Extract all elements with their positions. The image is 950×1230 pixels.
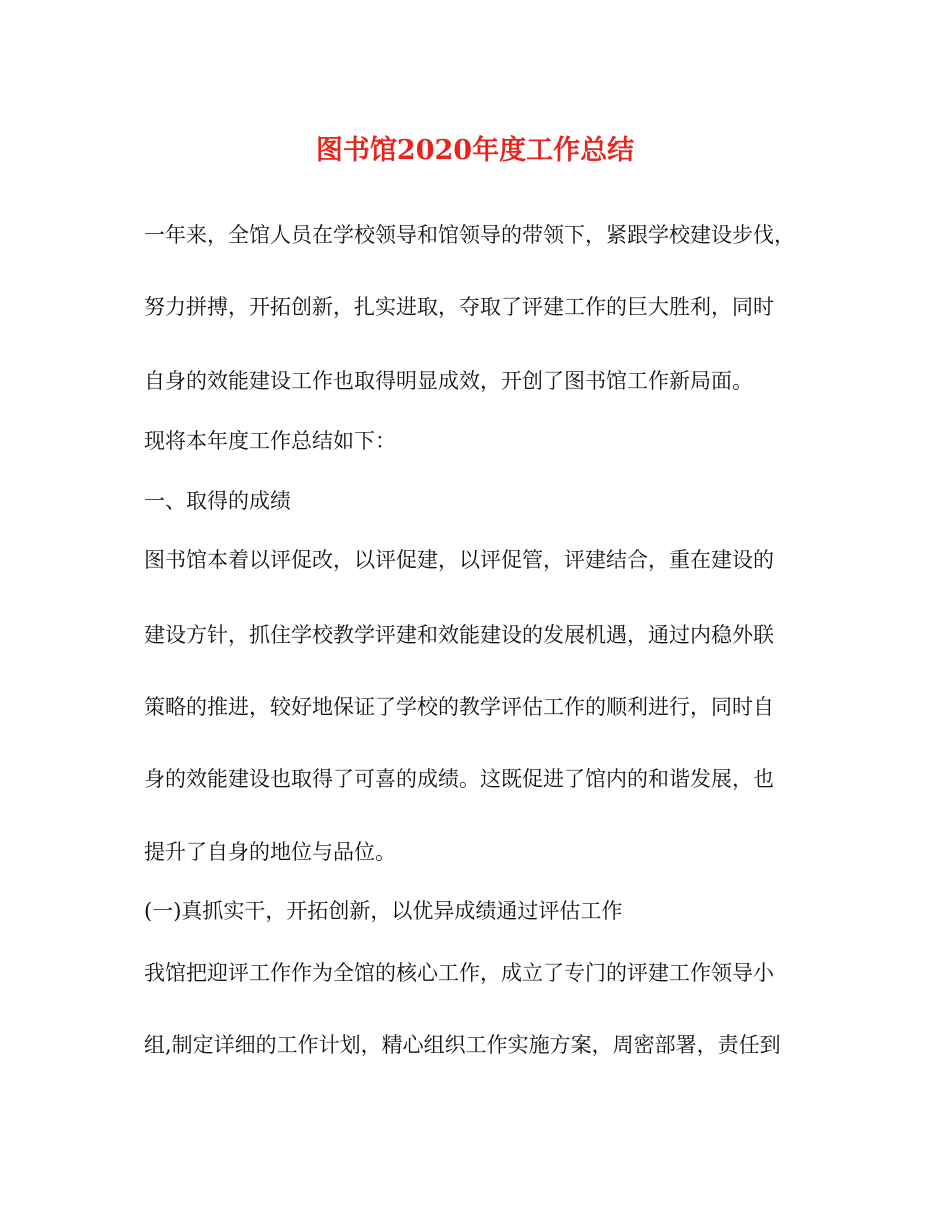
paragraph-line: 身的效能建设也取得了可喜的成绩。这既促进了馆内的和谐发展，也 [144,767,774,791]
section-heading: 一、取得的成绩 [144,489,291,513]
paragraph-line: 提升了自身的地位与品位。 [144,840,396,864]
paragraph-line: 组,制定详细的工作计划，精心组织工作实施方案，周密部署，责任到 [144,1033,781,1057]
paragraph-line: 策略的推进，较好地保证了学校的教学评估工作的顺利进行，同时自 [144,695,774,719]
paragraph-line: 自身的效能建设工作也取得明显成效，开创了图书馆工作新局面。 [144,369,753,393]
paragraph-line: 建设方针，抓住学校教学评建和效能建设的发展机遇，通过内稳外联 [144,623,774,647]
document-title: 图书馆2020年度工作总结 [315,135,635,166]
paragraph-line: 我馆把迎评工作作为全馆的核心工作，成立了专门的评建工作领导小 [144,961,774,985]
paragraph-line: 图书馆本着以评促改，以评促建，以评促管，评建结合，重在建设的 [144,548,774,572]
paragraph-line: 努力拼搏，开拓创新，扎实进取，夺取了评建工作的巨大胜利，同时 [144,295,774,319]
subsection-heading: (一)真抓实干，开拓创新，以优异成绩通过评估工作 [144,899,623,923]
paragraph-line: 现将本年度工作总结如下： [144,429,396,453]
paragraph-line: 一年来，全馆人员在学校领导和馆领导的带领下，紧跟学校建设步伐， [144,223,795,247]
